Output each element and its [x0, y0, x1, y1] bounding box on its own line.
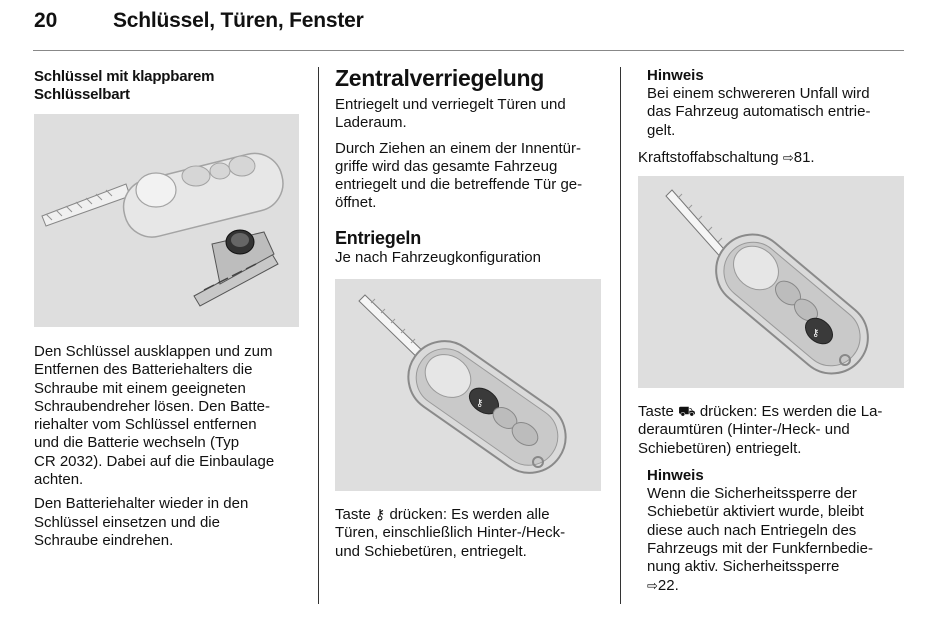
reference-arrow-icon: ⇨ [782, 149, 794, 165]
column-middle [335, 65, 605, 561]
column-divider-left [318, 67, 319, 604]
battery-change-paragraph [34, 343, 302, 489]
text-line: Fahrzeugs mit der Funkfernbedie- [647, 539, 873, 557]
column-divider-right [620, 67, 621, 604]
text-line: und die Batterie wechseln (Typ [34, 434, 240, 452]
page-number: 20 [34, 9, 58, 32]
text-line: Schraube mit einem geeigneten [34, 379, 246, 397]
text-line [335, 505, 605, 524]
intro-paragraph [335, 96, 605, 133]
cargo-unlock-icon: ⛟ [678, 403, 696, 420]
caption-prefix: Taste [638, 403, 679, 421]
svg-text:⚷: ⚷ [812, 328, 820, 340]
text-line: riehalter vom Schlüssel entfernen [34, 416, 257, 434]
text-line: griffe wird das gesamte Fahrzeug [335, 157, 558, 175]
car-unlock-icon: ⚷ [375, 506, 386, 523]
text-line: Den Batteriehalter wieder in den [34, 495, 249, 513]
safety-lock-page-ref[interactable]: 22. [657, 576, 679, 594]
text-line: Schiebetüren) entriegelt. [638, 439, 802, 457]
key-section-heading [34, 68, 302, 104]
fuel-cutoff-page[interactable]: 81. [793, 148, 815, 166]
key-battery-figure [34, 114, 299, 327]
text-line: diese auch nach Entriegeln des [647, 521, 857, 539]
text-line: und Schiebetüren, entriegelt. [335, 542, 527, 560]
column-right [638, 67, 906, 595]
heading-line: Schlüssel mit klappbarem [34, 68, 215, 85]
text-line: Schraube eindrehen. [34, 531, 174, 549]
note-box [638, 467, 906, 595]
key-unlock-all-figure [335, 279, 601, 491]
text-line: das Fahrzeug automatisch entrie- [647, 103, 871, 121]
note-title: Hinweis [647, 467, 704, 485]
text-line: Schraubendreher lösen. Den Batte- [34, 397, 270, 415]
text-line: Bei einem schwereren Unfall wird [647, 85, 870, 102]
text-line: Türen, einschließlich Hinter-/Heck- [335, 524, 566, 542]
text-line: Schlüssel einsetzen und die [34, 513, 220, 531]
text-line: achten. [34, 471, 84, 489]
folding-key-illustration [34, 114, 299, 327]
column-left [34, 68, 302, 550]
text-line: Schiebetür aktiviert wurde, bleibt [647, 503, 864, 521]
header-rule [33, 50, 904, 51]
reference-arrow-icon: ⇨ [647, 577, 658, 593]
text-line: gelt. [647, 121, 676, 139]
fuel-cutoff-reference [638, 149, 906, 167]
note-title: Hinweis [647, 67, 704, 84]
battery-reinsert-paragraph [34, 495, 302, 550]
text-line: Entriegelt und verriegelt Türen und [335, 96, 566, 113]
unlock-cargo-caption [638, 402, 906, 458]
fuel-cutoff-text: Kraftstoffabschaltung [638, 148, 779, 166]
svg-text:⚷: ⚷ [476, 398, 484, 410]
note-box [638, 67, 906, 140]
text-line: Entfernen des Batteriehalters die [34, 361, 253, 379]
text-line: nung aktiv. Sicherheitssperre [647, 558, 840, 576]
text-line: deraumtüren (Hinter-/Heck- und [638, 421, 850, 439]
key-remote-illustration [335, 279, 601, 491]
caption-suffix: drücken: Es werden alle [385, 506, 550, 524]
inner-handle-paragraph [335, 140, 605, 213]
caption-suffix: drücken: Es werden die La- [695, 403, 883, 421]
unlock-all-caption [335, 505, 605, 561]
chapter-title: Schlüssel, Türen, Fenster [113, 9, 364, 32]
text-line: Laderaum. [335, 114, 407, 132]
text-line: Wenn die Sicherheitssperre der [647, 485, 857, 503]
text-line: CR 2032). Dabei auf die Einbaulage [34, 452, 275, 470]
text-line [638, 402, 906, 421]
text-line: entriegelt und die betreffende Tür ge- [335, 176, 583, 194]
text-line: öffnet. [335, 194, 377, 212]
heading-line: Schlüsselbart [34, 86, 130, 103]
subsection-title-unlock: Entriegeln [335, 227, 422, 248]
key-unlock-cargo-figure [638, 176, 904, 388]
caption-prefix: Taste [335, 506, 376, 524]
section-title-central-locking: Zentralverriegelung [335, 65, 545, 91]
key-remote-illustration [638, 176, 904, 388]
text-line: Den Schlüssel ausklappen und zum [34, 343, 273, 360]
text-line: Durch Ziehen an einem der Innentür- [335, 139, 581, 157]
subsection-subtitle: Je nach Fahrzeugkonfiguration [335, 248, 541, 266]
text-line [647, 577, 906, 595]
